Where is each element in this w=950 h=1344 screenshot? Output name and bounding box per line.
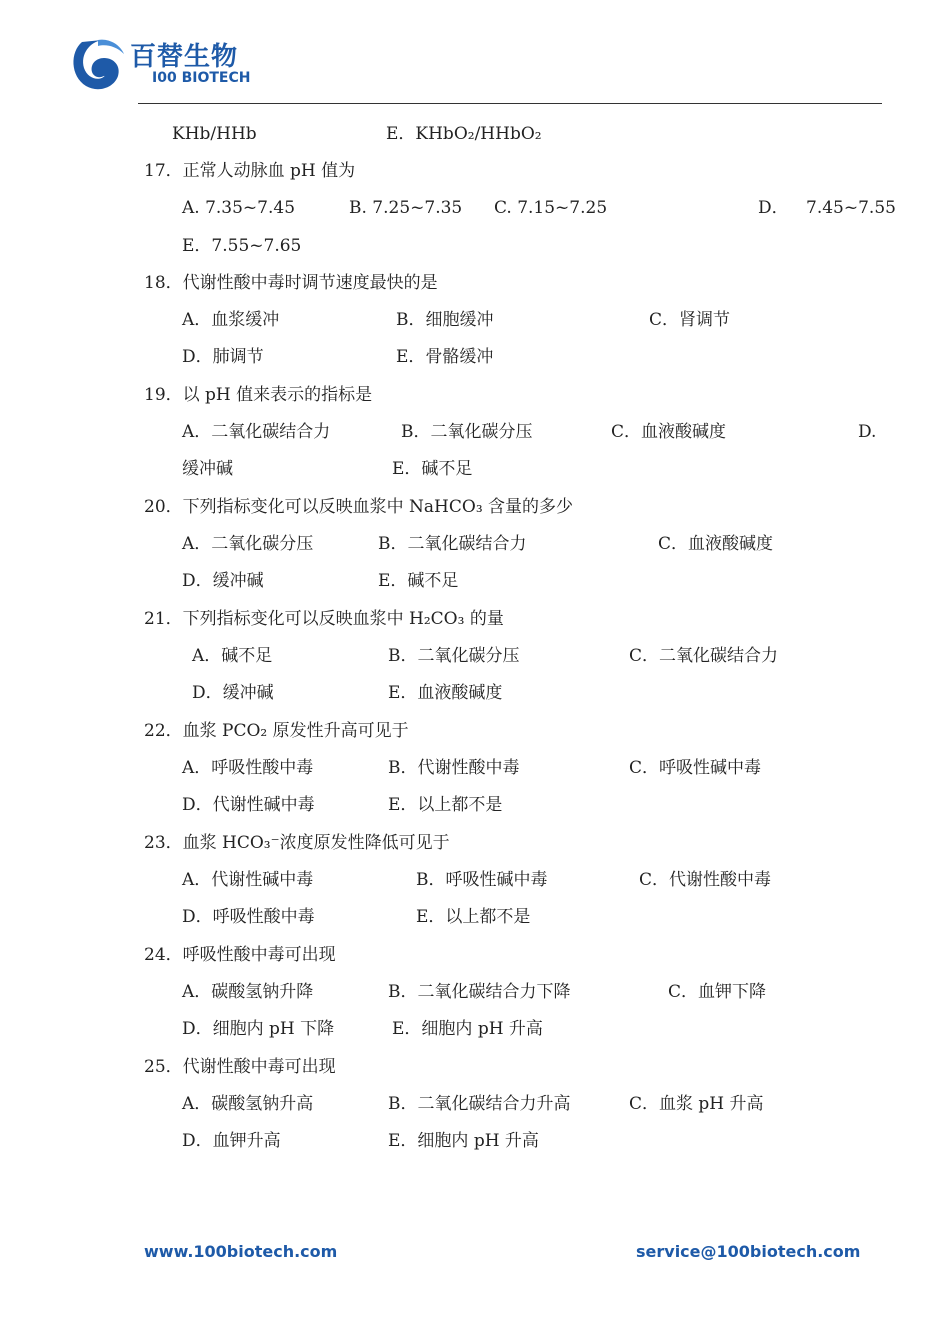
- q24-option-e: E．细胞内 pH 升高: [392, 1019, 543, 1039]
- q22-option-e: E．以上都不是: [388, 795, 503, 815]
- q21-option-a: A．碱不足: [192, 646, 273, 666]
- q18-option-a: A．血浆缓冲: [182, 310, 280, 330]
- q17-option-b: B. 7.25~7.35: [349, 198, 463, 218]
- q24-option-d: D．细胞内 pH 下降: [182, 1019, 335, 1039]
- question-22: 22．血浆 PCO₂ 原发性升高可见于: [144, 721, 409, 741]
- q24-option-b: B．二氧化碳结合力下降: [388, 982, 571, 1002]
- q21-option-b: B．二氧化碳分压: [388, 646, 520, 666]
- question-23: 23．血浆 HCO₃⁻浓度原发性降低可见于: [144, 833, 450, 853]
- question-19: 19．以 pH 值来表示的指标是: [144, 385, 373, 405]
- q23-option-e: E．以上都不是: [416, 907, 531, 927]
- header-divider: [138, 103, 882, 104]
- q18-option-b: B．细胞缓冲: [396, 310, 494, 330]
- q23-option-c: C．代谢性酸中毒: [639, 870, 772, 890]
- logo-chinese-name: 百替生物: [130, 42, 239, 72]
- q20-option-d: D．缓冲碱: [182, 571, 264, 591]
- q25-option-a: A．碳酸氢钠升高: [182, 1094, 314, 1114]
- q25-option-e: E．细胞内 pH 升高: [388, 1131, 539, 1151]
- question-18: 18．代谢性酸中毒时调节速度最快的是: [144, 273, 438, 293]
- footer-website: www.100biotech.com: [144, 1242, 338, 1261]
- q23-option-d: D．呼吸性酸中毒: [182, 907, 315, 927]
- q22-option-b: B．代谢性酸中毒: [388, 758, 520, 778]
- question-24: 24．呼吸性酸中毒可出现: [144, 945, 336, 965]
- q19-option-d-label: D.: [858, 422, 877, 442]
- q22-option-a: A．呼吸性酸中毒: [182, 758, 314, 778]
- q21-option-d: D．缓冲碱: [192, 683, 274, 703]
- q23-option-a: A．代谢性碱中毒: [182, 870, 314, 890]
- q21-option-c: C．二氧化碳结合力: [629, 646, 779, 666]
- q22-option-c: C．呼吸性碱中毒: [629, 758, 762, 778]
- q20-option-a: A．二氧化碳分压: [182, 534, 314, 554]
- q25-option-b: B．二氧化碳结合力升高: [388, 1094, 571, 1114]
- question-20: 20．下列指标变化可以反映血浆中 NaHCO₃ 含量的多少: [144, 497, 574, 517]
- continued-option-e: E．KHbO₂/HHbO₂: [386, 124, 542, 144]
- q17-option-c: C. 7.15~7.25: [494, 198, 608, 218]
- q18-option-e: E．骨骼缓冲: [396, 347, 494, 367]
- q19-option-c: C．血液酸碱度: [611, 422, 727, 442]
- q18-option-c: C．肾调节: [649, 310, 731, 330]
- q17-option-e: E．7.55~7.65: [182, 236, 302, 256]
- q19-option-d-value: 缓冲碱: [182, 459, 233, 479]
- q23-option-b: B．呼吸性碱中毒: [416, 870, 548, 890]
- q17-option-d-label: D．: [758, 198, 789, 218]
- q24-option-c: C．血钾下降: [668, 982, 767, 1002]
- question-25: 25．代谢性酸中毒可出现: [144, 1057, 336, 1077]
- q17-option-a: A. 7.35~7.45: [182, 198, 296, 218]
- footer-email: service@100biotech.com: [636, 1242, 861, 1261]
- q19-option-b: B．二氧化碳分压: [401, 422, 533, 442]
- q22-option-d: D．代谢性碱中毒: [182, 795, 315, 815]
- logo-swirl-icon: [68, 36, 126, 94]
- question-21: 21．下列指标变化可以反映血浆中 H₂CO₃ 的量: [144, 609, 504, 629]
- q19-option-e: E．碱不足: [392, 459, 473, 479]
- q17-option-d-value: 7.45~7.55: [806, 198, 896, 218]
- q25-option-d: D．血钾升高: [182, 1131, 281, 1151]
- q21-option-e: E．血液酸碱度: [388, 683, 503, 703]
- q20-option-b: B．二氧化碳结合力: [378, 534, 527, 554]
- company-logo: [68, 36, 308, 96]
- q20-option-e: E．碱不足: [378, 571, 459, 591]
- q20-option-c: C．血液酸碱度: [658, 534, 774, 554]
- continued-option-a: KHb/HHb: [172, 124, 257, 144]
- q25-option-c: C．血浆 pH 升高: [629, 1094, 764, 1114]
- q19-option-a: A．二氧化碳结合力: [182, 422, 331, 442]
- question-17: 17．正常人动脉血 pH 值为: [144, 161, 356, 181]
- logo-english-name: I00 BIOTECH: [152, 70, 251, 86]
- q24-option-a: A．碳酸氢钠升降: [182, 982, 314, 1002]
- q18-option-d: D．肺调节: [182, 347, 264, 367]
